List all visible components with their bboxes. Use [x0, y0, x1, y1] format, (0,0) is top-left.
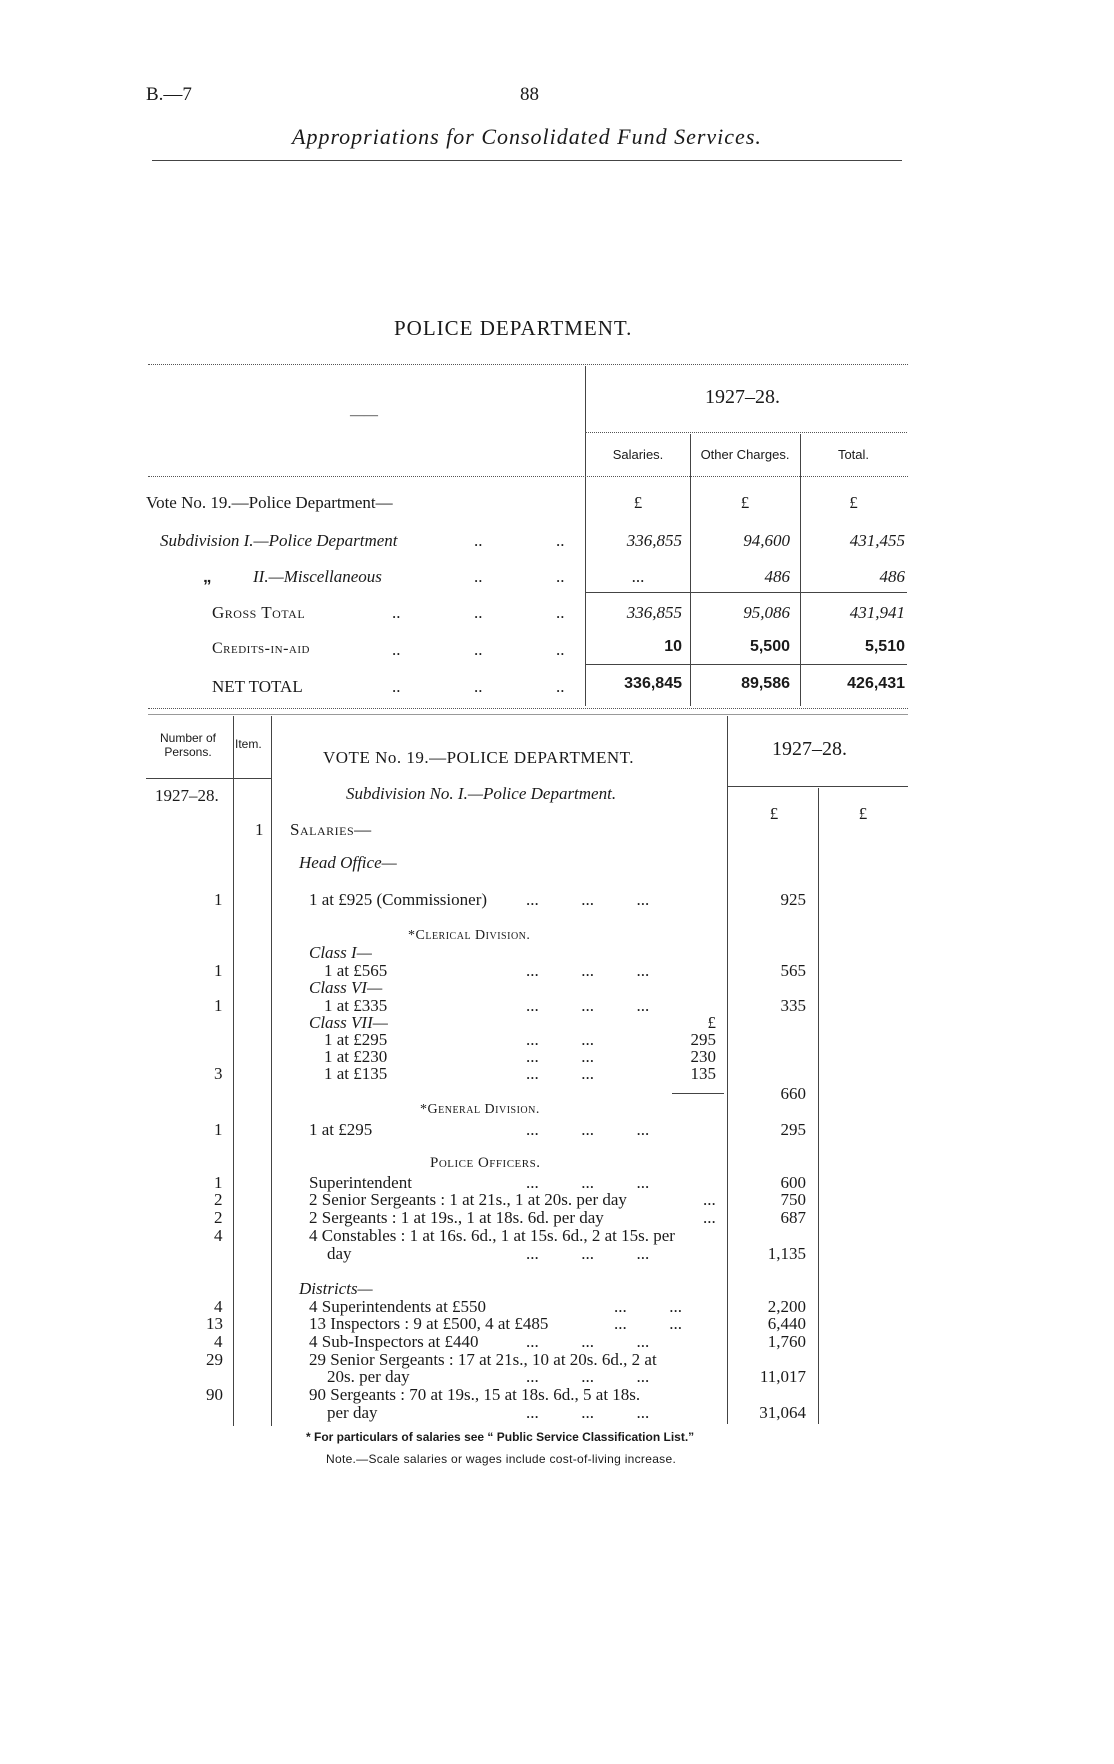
amount-general: 295 — [780, 1120, 806, 1139]
page-number: 88 — [520, 84, 539, 105]
summary-year-rule — [585, 432, 907, 433]
line-senior-sergeants: 2 Senior Sergeants : 1 at 21s., 1 at 20s. per day — [309, 1190, 627, 1209]
row-gross-total-leader-a: .. — [392, 603, 401, 622]
line-class-7-a: 1 at £295 — [324, 1030, 388, 1049]
leader-commissioner: ... ... ... — [526, 890, 650, 909]
persons-commissioner: 1 — [214, 890, 223, 909]
leader-general: ... ... ... — [526, 1120, 650, 1139]
leader-district-sergeants: ... ... ... — [526, 1403, 650, 1422]
amount-sub-inspectors: 1,760 — [767, 1332, 806, 1351]
line-sergeants: 2 Sergeants : 1 at 19s., 1 at 18s. 6d. per day — [309, 1208, 604, 1227]
salaries-currency: £ — [633, 493, 643, 512]
class-7-subtotal-rule — [672, 1093, 724, 1094]
class-1-heading: Class I— — [309, 943, 372, 962]
row-gross-total-leader-b: .. — [474, 603, 483, 622]
net-rule-total — [800, 664, 907, 665]
persons-senior-sergeants: 2 — [214, 1190, 223, 1209]
leader-inspectors: ... ... — [614, 1314, 682, 1333]
row-subdivision-2-total: 486 — [879, 567, 905, 586]
line-constables: 4 Constables : 1 at 16s. 6d., 1 at 15s. 6d., 2 at 15s. per — [309, 1226, 675, 1245]
line-class-6: 1 at £335 — [324, 996, 388, 1015]
row-net-total-label: NET TOTAL — [212, 677, 303, 696]
item-number: 1 — [255, 820, 264, 839]
total-currency: £ — [849, 493, 858, 512]
footnote-note: Note.—Scale salaries or wages include cost-of-living increase. — [326, 1452, 677, 1466]
line-sub-inspectors: 4 Sub-Inspectors at £440 — [309, 1332, 479, 1351]
line-district-sergeants-cont: per day — [327, 1403, 378, 1422]
running-title: Appropriations for Consolidated Fund Services. — [292, 124, 762, 149]
general-division-heading: *General Division. — [420, 1102, 540, 1117]
persons-district-superintendents: 4 — [214, 1297, 223, 1316]
summary-top-rule — [148, 364, 908, 365]
row-net-total-other: 89,586 — [741, 675, 790, 692]
clerical-division-heading: *Clerical Division. — [408, 928, 531, 943]
persons-district-senior-sergeants: 29 — [206, 1350, 223, 1369]
row-subdivision-2-other: 486 — [764, 567, 790, 586]
total-col-currency: £ — [858, 804, 868, 823]
persons-constables: 4 — [214, 1226, 223, 1245]
row-subdivision-2-leader-b: .. — [556, 567, 565, 586]
net-rule-salaries — [586, 664, 690, 665]
row-credits-total: 5,510 — [864, 638, 905, 655]
row-gross-total-other: 95,086 — [743, 603, 790, 622]
row-subdivision-1-label: Subdivision I.—Police Department — [160, 531, 398, 550]
row-net-total-leader-c: .. — [556, 677, 565, 696]
header-rule — [152, 160, 902, 161]
amount-inspectors: 6,440 — [767, 1314, 806, 1333]
row-net-total-leader-b: .. — [474, 677, 483, 696]
row-subdivision-1-other: 94,600 — [743, 531, 790, 550]
row-subdivision-1-leader-b: .. — [556, 531, 565, 550]
persons-header-rule — [146, 778, 234, 779]
row-gross-total-salaries: 336,855 — [626, 603, 682, 622]
head-office-heading: Head Office— — [299, 853, 397, 872]
row-subdivision-2-leader-a: .. — [474, 567, 483, 586]
row-subdivision-1-total: 431,455 — [849, 531, 905, 550]
persons-class-7: 3 — [214, 1064, 223, 1083]
police-officers-heading: Police Officers. — [430, 1155, 541, 1171]
line-superintendent: Superintendent — [309, 1173, 412, 1192]
line-class-7-b: 1 at £230 — [324, 1047, 388, 1066]
leader-sergeants: ... — [703, 1208, 716, 1227]
amount-class-7: 660 — [780, 1084, 806, 1103]
row-net-total-total: 426,431 — [847, 675, 905, 692]
persons-sub-inspectors: 4 — [214, 1332, 223, 1351]
amount-commissioner: 925 — [780, 890, 806, 909]
persons-superintendent: 1 — [214, 1173, 223, 1192]
line-commissioner: 1 at £925 (Commissioner) — [309, 890, 488, 909]
amount-currency: £ — [769, 804, 779, 823]
detail-divider-item — [271, 716, 272, 1426]
amount-district-superintendents: 2,200 — [767, 1297, 806, 1316]
detail-subdivision: Subdivision No. I.—Police Department. — [346, 784, 617, 803]
detail-vote-title: VOTE No. 19.—POLICE DEPARTMENT. — [323, 748, 635, 767]
row-credits-leader-b: .. — [474, 640, 483, 659]
row-subdivision-2-ditto: „ — [203, 567, 212, 586]
detail-top-rule — [148, 714, 908, 715]
class-6-heading: Class VI— — [309, 978, 383, 997]
persons-district-sergeants: 90 — [206, 1385, 223, 1404]
line-constables-cont: day — [327, 1244, 352, 1263]
line-class-1: 1 at £565 — [324, 961, 388, 980]
inner-class-7-b: 230 — [690, 1047, 716, 1066]
persons-general: 1 — [214, 1120, 223, 1139]
summary-title: POLICE DEPARTMENT. — [394, 316, 633, 340]
persons-class-6: 1 — [214, 996, 223, 1015]
row-credits-leader-a: .. — [392, 640, 401, 659]
summary-header-rule — [148, 476, 908, 477]
line-general: 1 at £295 — [309, 1120, 373, 1139]
row-subdivision-2-label: II.—Miscellaneous — [253, 567, 382, 586]
document-reference: B.—7 — [146, 84, 192, 105]
leader-class-7-b: ... ... — [526, 1047, 594, 1066]
col-salaries: Salaries. — [612, 447, 664, 462]
row-net-total-leader-a: .. — [392, 677, 401, 696]
gross-rule-other — [690, 592, 800, 593]
detail-year: 1927–28. — [772, 738, 847, 760]
col-number-of-persons: Number of Persons. — [159, 731, 217, 759]
col-other-charges: Other Charges. — [700, 447, 790, 462]
net-rule-other — [690, 664, 800, 665]
row-net-total-salaries: 336,845 — [624, 675, 682, 692]
summary-stub-dash: —— — [350, 408, 378, 423]
line-inspectors: 13 Inspectors : 9 at £500, 4 at £485 — [309, 1314, 549, 1333]
districts-heading: Districts— — [299, 1279, 373, 1298]
gross-rule-salaries — [586, 592, 690, 593]
summary-year: 1927–28. — [705, 386, 780, 408]
salaries-heading: Salaries— — [290, 820, 372, 839]
row-credits-salaries: 10 — [664, 638, 682, 655]
amount-class-6: 335 — [780, 996, 806, 1015]
row-subdivision-1-salaries: 336,855 — [626, 531, 682, 550]
row-subdivision-1-leader-a: .. — [474, 531, 483, 550]
amount-constables: 1,135 — [767, 1244, 806, 1263]
detail-divider-persons — [233, 716, 234, 1426]
leader-class-1: ... ... ... — [526, 961, 650, 980]
vote-label: Vote No. 19.—Police Department— — [146, 493, 393, 512]
line-district-senior-sergeants: 29 Senior Sergeants : 17 at 21s., 10 at 20s. 6d., 2 at — [309, 1350, 657, 1369]
amount-senior-sergeants: 750 — [780, 1190, 806, 1209]
leader-senior-sergeants: ... — [703, 1190, 716, 1209]
leader-class-7-c: ... ... — [526, 1064, 594, 1083]
inner-class-7-c: 135 — [690, 1064, 716, 1083]
persons-sergeants: 2 — [214, 1208, 223, 1227]
leader-class-6: ... ... ... — [526, 996, 650, 1015]
line-district-senior-sergeants-cont: 20s. per day — [327, 1367, 410, 1386]
line-district-superintendents: 4 Superintendents at £550 — [309, 1297, 487, 1316]
persons-class-1: 1 — [214, 961, 223, 980]
leader-district-senior-sergeants: ... ... ... — [526, 1367, 650, 1386]
class-7-inner-currency: £ — [707, 1013, 716, 1032]
summary-bottom-rule — [148, 708, 908, 709]
gross-rule-total — [800, 592, 907, 593]
footnote-classification: * For particulars of salaries see “ Public Service Classification List.” — [306, 1430, 695, 1444]
leader-district-superintendents: ... ... — [614, 1297, 682, 1316]
row-credits-leader-c: .. — [556, 640, 565, 659]
item-header-rule — [233, 778, 271, 779]
amount-district-senior-sergeants: 11,017 — [759, 1367, 806, 1386]
amount-superintendent: 600 — [780, 1173, 806, 1192]
leader-class-7-a: ... ... — [526, 1030, 594, 1049]
detail-divider-total — [818, 788, 819, 1424]
inner-class-7-a: 295 — [690, 1030, 716, 1049]
other-currency: £ — [740, 493, 750, 512]
amount-sergeants: 687 — [780, 1208, 806, 1227]
amount-class-1: 565 — [780, 961, 806, 980]
row-gross-total-leader-c: .. — [556, 603, 565, 622]
leader-sub-inspectors: ... ... ... — [526, 1332, 650, 1351]
class-7-heading: Class VII— — [309, 1013, 388, 1032]
leader-constables: ... ... ... — [526, 1244, 650, 1263]
leader-superintendent: ... ... ... — [526, 1173, 650, 1192]
col-item: Item. — [235, 737, 262, 751]
detail-divider-amount — [727, 716, 728, 1424]
line-class-7-c: 1 at £135 — [324, 1064, 388, 1083]
persons-year: 1927–28. — [155, 786, 219, 805]
row-gross-total-total: 431,941 — [849, 603, 905, 622]
amount-district-sergeants: 31,064 — [759, 1403, 806, 1422]
row-credits-other: 5,500 — [749, 638, 790, 655]
row-gross-total-label: Gross Total — [212, 603, 306, 622]
persons-inspectors: 13 — [206, 1314, 223, 1333]
col-total: Total. — [837, 447, 870, 462]
detail-year-rule — [727, 786, 908, 787]
row-credits-label: Credits-in-aid — [212, 640, 310, 657]
row-subdivision-2-salaries: ... — [631, 567, 645, 586]
line-district-sergeants: 90 Sergeants : 70 at 19s., 15 at 18s. 6d., 5 at 18s. — [309, 1385, 641, 1404]
